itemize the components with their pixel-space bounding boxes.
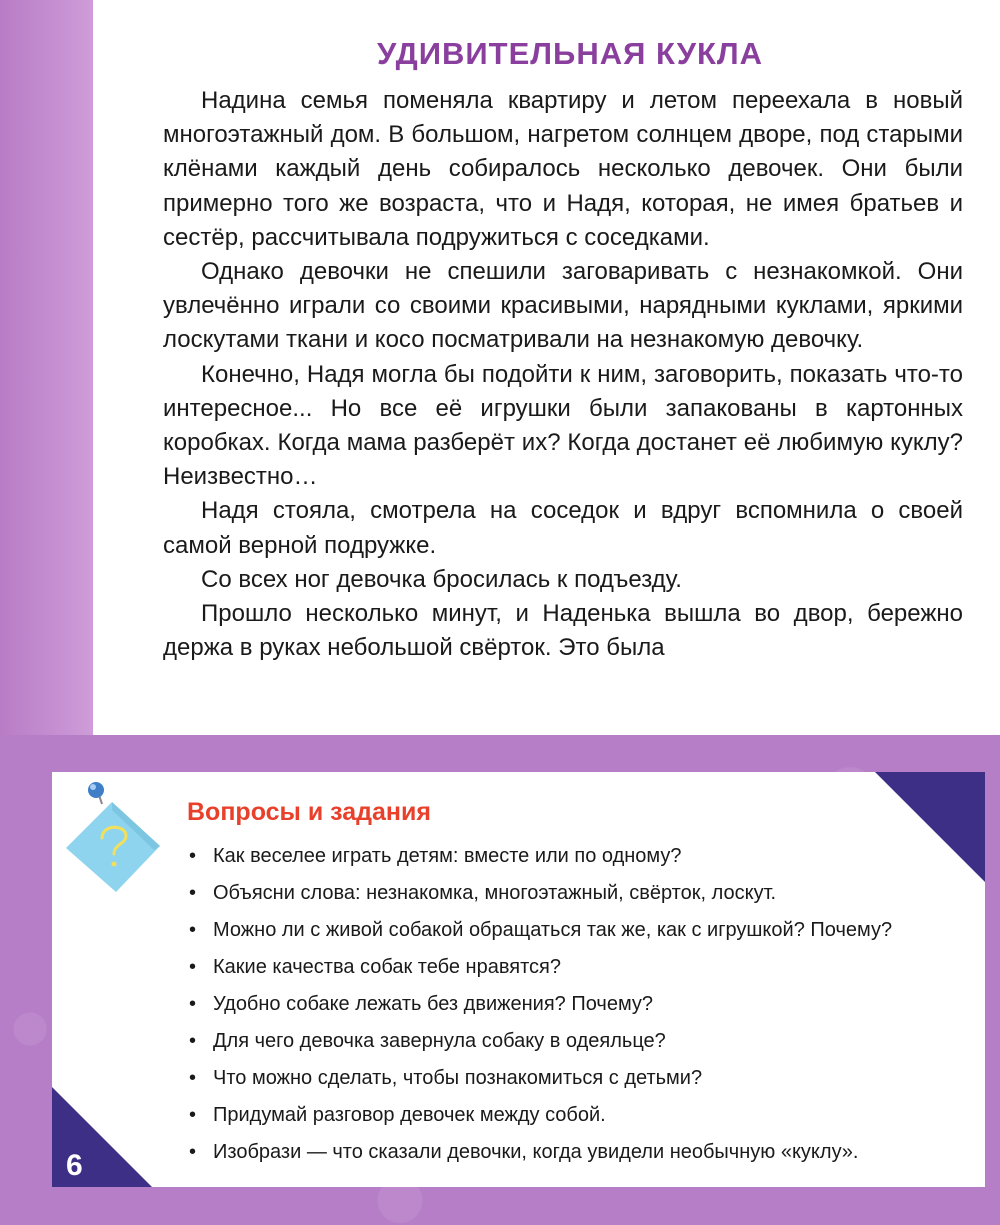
page-number: 6 <box>66 1149 83 1182</box>
questions-list <box>187 842 977 1175</box>
question-item: • Как веселее играть детям: вместе или по одному? <box>187 842 977 879</box>
story-paragraph: Со всех ног девочка бросилась к подъезду. <box>201 565 682 593</box>
left-decorative-band <box>0 0 93 745</box>
question-item: • Придумай разговор девочек между собой. <box>187 1101 977 1138</box>
question-item: • Удобно собаке лежать без движения? Почему? <box>187 990 977 1027</box>
pinned-question-note-icon <box>56 780 176 900</box>
story-text <box>163 84 963 665</box>
question-item: • Можно ли с живой собакой обращаться так же, как с игрушкой? Почему? <box>187 916 977 953</box>
question-item: • Объясни слова: незнакомка, многоэтажный, свёрток, лоскут. <box>187 879 977 916</box>
story-paragraph: Надина семья поменяла квартиру и летом переехала в новый многоэтажный дом. В большом, нагретом солнцем дворе, под старыми клёнами каждый день собиралось несколько девочек. Они были примерно того же возраста, что и Надя, которая, не имея братьев и сестёр, рассчитывала подружиться с соседками. <box>163 87 963 251</box>
story-paragraph: Надя стояла, смотрела на соседок и вдруг вспомнила о своей самой верной подружке. <box>163 497 963 559</box>
question-item: • Какие качества собак тебе нравятся? <box>187 953 977 990</box>
story-paragraph: Прошло несколько минут, и Наденька вышла во двор, бережно держа в руках небольшой свёрток. Это была <box>163 600 963 662</box>
question-item: • Что можно сделать, чтобы познакомиться с детьми? <box>187 1064 977 1101</box>
question-item: • Изобрази — что сказали девочки, когда увидели необычную «куклу». <box>187 1138 977 1175</box>
questions-title: Вопросы и задания <box>187 798 431 826</box>
story-paragraph: Однако девочки не спешили заговаривать с незнакомкой. Они увлечённо играли со своими красивыми, нарядными куклами, яркими лоскутами ткани и косо посматривали на незнакомую девочку. <box>163 258 963 354</box>
page-title: УДИВИТЕЛЬНАЯ КУКЛА <box>376 36 764 71</box>
question-item: • Для чего девочка завернула собаку в одеяльце? <box>187 1027 977 1064</box>
story-paragraph: Конечно, Надя могла бы подойти к ним, заговорить, показать что-то интересное... Но все её игрушки были запакованы в картонных коробках. Когда мама разберёт их? Когда достанет её любимую куклу? Неизвестно… <box>163 360 963 491</box>
questions-card <box>52 772 985 1187</box>
